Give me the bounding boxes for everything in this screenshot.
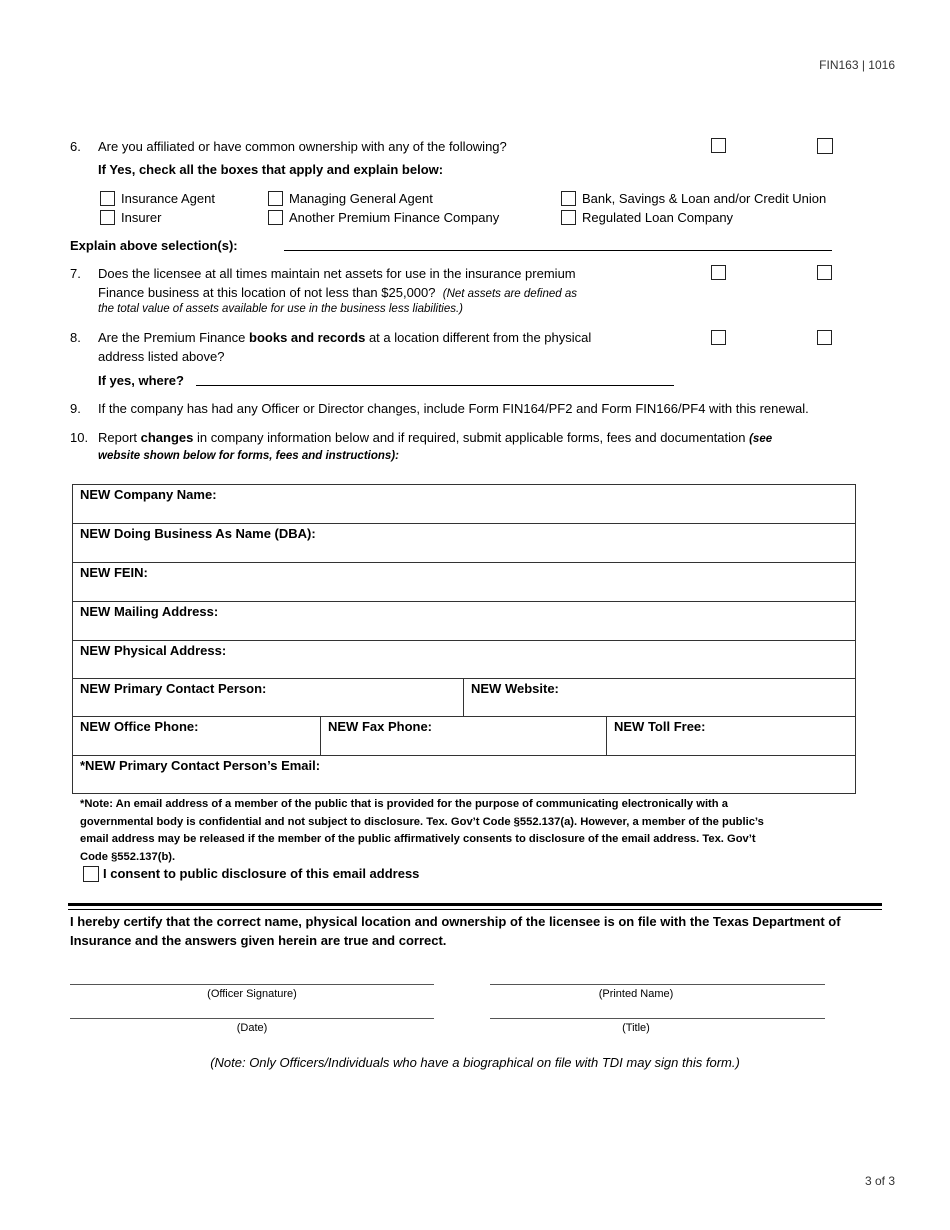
q7-line2-text: Finance business at this location of not less than $25,000? [98,285,436,300]
explain-input-line[interactable] [284,250,832,251]
q8-where-label: If yes, where? [98,373,184,388]
consent-label: I consent to public disclosure of this email address [103,866,420,881]
certification-l1: I hereby certify that the correct name, physical location and ownership of the licensee is on file with the Texas Department of [70,914,841,929]
option-premium-finance-company-label: Another Premium Finance Company [289,210,500,225]
new-toll-free-label: NEW Toll Free: [614,719,706,734]
q10-note-b: website shown below for forms, fees and instructions): [98,450,399,462]
date-label: (Date) [236,1022,268,1034]
new-contact-label: NEW Primary Contact Person: [80,681,267,696]
footer-note: (Note: Only Officers/Individuals who have a biographical on file with TDI may sign this form.) [210,1055,740,1070]
new-email-label: *NEW Primary Contact Person’s Email: [80,758,321,773]
q8-line1-a: Are the Premium Finance [98,330,250,345]
consent-checkbox[interactable] [83,866,99,882]
option-insurance-agent-checkbox[interactable] [100,191,115,206]
form-id: FIN163 | 1016 [819,58,895,72]
option-regulated-loan-label: Regulated Loan Company [582,210,734,225]
email-note-l2: governmental body is confidential and not subject to disclosure. Tex. Gov’t Code §552.137(a). However, a member of the public’s [80,815,764,828]
q6-yes-checkbox[interactable] [711,138,726,153]
certification-text [70,912,841,950]
q8-line1 [98,328,591,347]
q10-line1 [98,428,772,449]
new-email-field[interactable] [72,755,856,794]
q8-where-input-line[interactable] [196,385,674,386]
new-dba-field[interactable] [72,523,856,563]
title-line[interactable] [490,1018,825,1019]
new-fein-label: NEW FEIN: [80,565,148,580]
q6-text: Are you affiliated or have common ownership with any of the following? [98,139,507,154]
title-label: (Title) [622,1022,650,1034]
q10-text-a: Report [98,430,141,445]
q7-note2: the total value of assets available for use in the business less liabilities.) [98,303,464,315]
q10-text-b: changes [140,430,194,445]
q7-yes-checkbox[interactable] [711,265,726,280]
q10-text-c: in company information below and if required, submit applicable forms, fees and documentation [193,430,750,445]
option-managing-general-agent-label: Managing General Agent [289,191,433,206]
new-fax-label: NEW Fax Phone: [328,719,433,734]
option-insurance-agent-label: Insurance Agent [121,191,215,206]
new-fax-field[interactable] [320,716,607,756]
email-note-l3: email address may be released if the member of the public affirmatively consents to disclosure of the email address. Tex. Gov’t [80,833,756,845]
page-number: 3 of 3 [864,1174,895,1188]
q8-yes-checkbox[interactable] [711,330,726,345]
officer-signature-label: (Officer Signature) [207,988,297,1000]
new-website-label: NEW Website: [471,681,559,696]
date-line[interactable] [70,1018,434,1019]
q6-no-checkbox[interactable] [817,138,833,154]
new-physical-label: NEW Physical Address: [80,643,227,658]
new-website-field[interactable] [463,678,856,717]
new-toll-free-field[interactable] [606,716,856,756]
q10-note-a: (see [749,433,773,445]
q8-number: 8. [70,330,81,345]
q9-text: If the company has had any Officer or Director changes, include Form FIN164/PF2 and Form FIN166/PF4 with this renewal. [98,401,809,416]
new-dba-label: NEW Doing Business As Name (DBA): [80,526,316,541]
q10-number: 10. [70,430,89,445]
q7-note1: (Net assets are defined as [442,288,577,300]
new-office-phone-label: NEW Office Phone: [80,719,199,734]
q8-line1-b: books and records [249,330,366,345]
new-mailing-field[interactable] [72,601,856,641]
printed-name-label: (Printed Name) [598,988,674,1000]
email-note [80,796,764,866]
new-company-name-field[interactable] [72,484,856,524]
option-insurer-label: Insurer [121,210,162,225]
new-office-phone-field[interactable] [72,716,321,756]
option-insurer-checkbox[interactable] [100,210,115,225]
q7-line1: Does the licensee at all times maintain net assets for use in the insurance premium [98,266,576,281]
option-bank-checkbox[interactable] [561,191,576,206]
q7-no-checkbox[interactable] [817,265,832,280]
option-premium-finance-company-checkbox[interactable] [268,210,283,225]
certification-l2: Insurance and the answers given herein are true and correct. [70,933,447,948]
section-divider [68,903,882,910]
q9-number: 9. [70,401,81,416]
officer-signature-line[interactable] [70,984,434,985]
q8-line1-c: at a location different from the physical [365,330,592,345]
q8-no-checkbox[interactable] [817,330,832,345]
new-mailing-label: NEW Mailing Address: [80,604,219,619]
q7-number: 7. [70,266,81,281]
option-regulated-loan-checkbox[interactable] [561,210,576,225]
new-physical-field[interactable] [72,640,856,679]
option-managing-general-agent-checkbox[interactable] [268,191,283,206]
new-company-name-label: NEW Company Name: [80,487,217,502]
option-bank-label: Bank, Savings & Loan and/or Credit Union [582,191,827,206]
email-note-l4: Code §552.137(b). [80,850,176,863]
email-note-l1: *Note: An email address of a member of the public that is provided for the purpose of communicating electronically with a [80,798,728,810]
q6-subtext: If Yes, check all the boxes that apply and explain below: [98,162,444,177]
explain-label: Explain above selection(s): [70,238,238,253]
new-contact-field[interactable] [72,678,464,717]
new-fein-field[interactable] [72,562,856,602]
q6-number: 6. [70,139,81,154]
printed-name-line[interactable] [490,984,825,985]
q8-line2: address listed above? [98,349,225,364]
